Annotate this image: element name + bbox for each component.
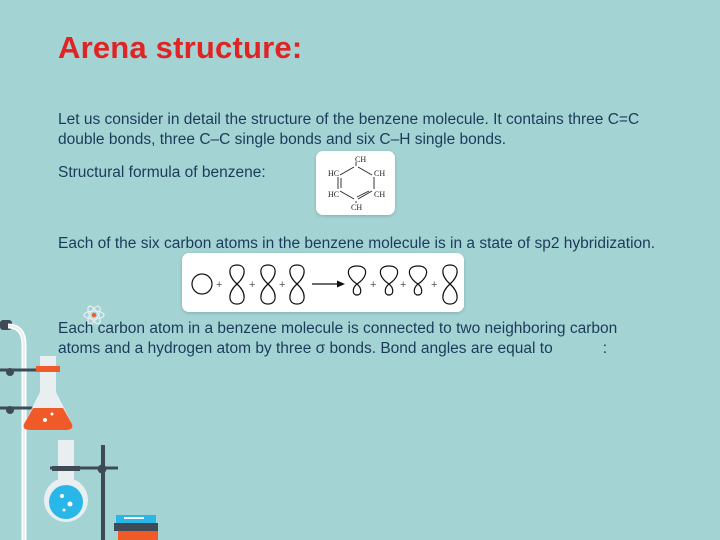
paragraph-sigma-bonds-text: Each carbon atom in a benzene molecule is connected to two neighboring carbon atoms and a hydrogen atom by three σ bonds. Bond angles are equal to <box>58 320 618 357</box>
paragraph-sigma-bonds <box>58 319 658 359</box>
benzene-formula-card <box>316 151 395 215</box>
p-orbital-1-shape <box>230 265 244 304</box>
paragraph-structural-formula: Structural formula of benzene: <box>58 164 266 181</box>
s-orbital-shape <box>192 274 212 294</box>
benzene-atom-upper-left: HC <box>328 169 340 178</box>
orange-flask-icon <box>24 356 73 430</box>
hybridization-orbital-diagram <box>182 253 464 312</box>
slide-title: Arena structure: <box>58 30 303 65</box>
hybrid-orbital-1-shape <box>348 266 365 295</box>
paragraph-sigma-bonds-colon: : <box>602 340 608 357</box>
books-icon <box>114 515 158 540</box>
plus-sign-4: + <box>370 279 377 291</box>
plus-sign-5: + <box>400 279 407 291</box>
plus-sign-6: + <box>431 279 438 291</box>
hybrid-orbital-2-shape <box>380 266 397 295</box>
p-orbital-2-shape <box>261 265 275 304</box>
benzene-structure-diagram <box>316 151 395 215</box>
hybrid-orbital-3-shape <box>409 266 426 295</box>
paragraph-benzene-bonds: Let us consider in detail the structure of the benzene molecule. It contains three C=C double bonds, three C–C single bonds and six C–H single bonds. <box>58 111 640 148</box>
arrow-head-icon <box>337 281 345 288</box>
benzene-atom-upper-right: CH <box>374 169 386 178</box>
paragraph-sp2-hybridization: Each of the six carbon atoms in the benzene molecule is in a state of sp2 hybridization. <box>58 235 656 252</box>
benzene-atom-bottom: CH <box>351 203 363 212</box>
plus-sign-2: + <box>249 279 256 291</box>
p-orbital-3-shape <box>290 265 304 304</box>
plus-sign-3: + <box>279 279 286 291</box>
unhybridized-p-orbital-shape <box>443 265 457 304</box>
plus-sign-1: + <box>216 279 223 291</box>
orbital-diagram-card <box>182 253 464 312</box>
benzene-atom-lower-right: CH <box>374 190 386 199</box>
benzene-atom-lower-left: HC <box>328 190 340 199</box>
benzene-atom-top: CH <box>355 155 367 164</box>
blue-flask-icon <box>44 440 88 522</box>
